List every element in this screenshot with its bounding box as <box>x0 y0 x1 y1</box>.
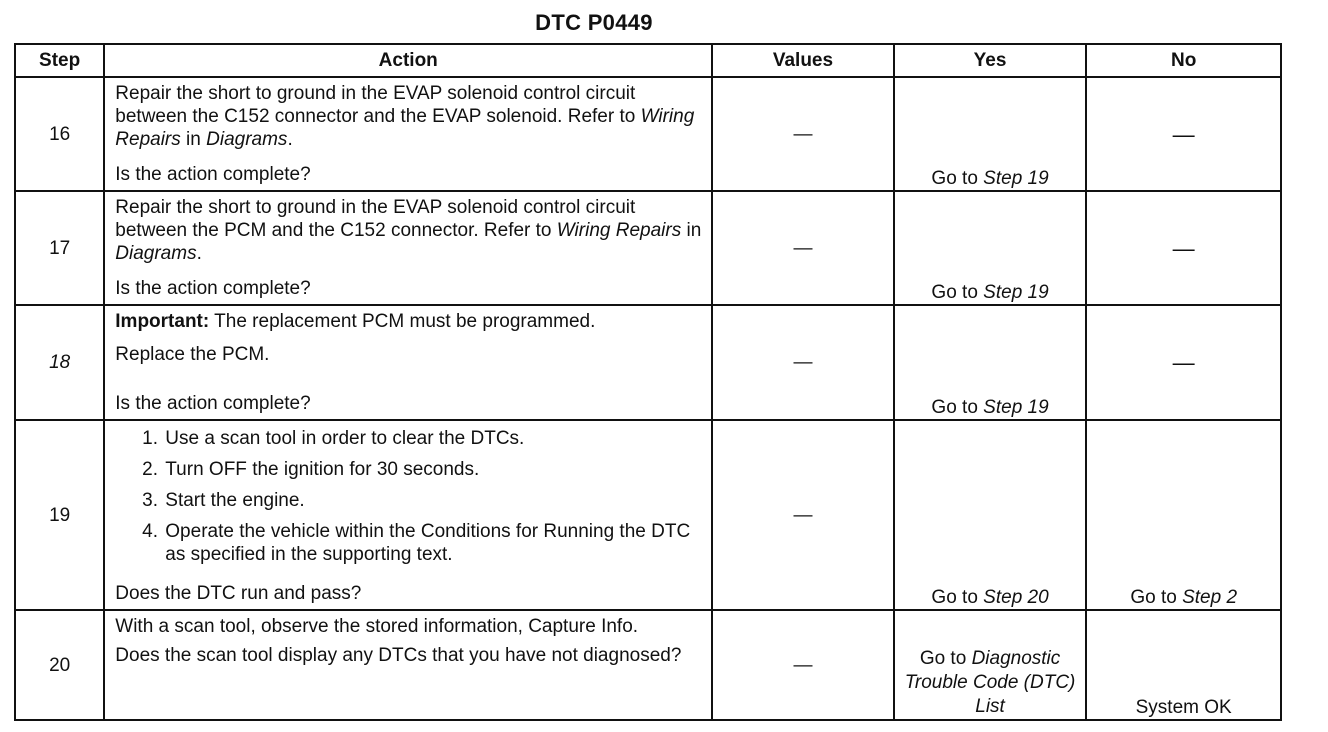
table-header-row <box>15 44 1281 77</box>
action-cell <box>104 610 712 720</box>
yes-cell: Go to Step 19 <box>894 191 1087 305</box>
values-cell: — <box>712 610 894 720</box>
step-reference: Step 20 <box>983 587 1049 608</box>
yes-cell: Go to Step 19 <box>894 305 1087 420</box>
action-steps-list <box>115 427 705 570</box>
reference-link: Wiring Repairs <box>115 106 695 150</box>
table-row <box>15 305 1281 420</box>
no-cell: — <box>1086 305 1281 420</box>
reference-link: Wiring Repairs <box>556 220 682 241</box>
header-yes: Yes <box>894 44 1087 77</box>
page-title: DTC P0449 <box>535 10 653 35</box>
values-cell: — <box>712 77 894 191</box>
table-row <box>15 191 1281 305</box>
header-values: Values <box>712 44 894 77</box>
table-row <box>15 77 1281 191</box>
no-cell: System OK <box>1086 610 1281 720</box>
action-text: Repair the short to ground in the EVAP solenoid control circuit between the PCM and the C152 connector. Refer to Wiring Repairs in Diagrams. <box>115 197 702 264</box>
action-question: Does the scan tool display any DTCs that you have not diagnosed? <box>115 645 682 666</box>
action-text: With a scan tool, observe the stored information, Capture Info. <box>115 616 639 637</box>
yes-cell: Go to Diagnostic Trouble Code (DTC) List <box>894 610 1087 720</box>
no-cell: — <box>1086 191 1281 305</box>
step-reference: Step 19 <box>983 282 1049 303</box>
action-cell <box>104 420 712 610</box>
reference-link: Diagrams <box>115 243 197 264</box>
table-row <box>15 420 1281 610</box>
step-reference: Diagnostic Trouble Code (DTC) List <box>904 648 1076 717</box>
action-text: Repair the short to ground in the EVAP solenoid control circuit between the C152 connector and the EVAP solenoid. Refer to Wiring Repairs in Diagrams. <box>115 83 695 150</box>
reference-link: Diagrams <box>206 129 288 150</box>
yes-cell: Go to Step 20 <box>894 420 1087 610</box>
yes-cell: Go to Step 19 <box>894 77 1087 191</box>
action-cell <box>104 77 712 191</box>
action-question: Is the action complete? <box>115 393 311 414</box>
header-action: Action <box>104 44 712 77</box>
values-cell: — <box>712 420 894 610</box>
action-question: Is the action complete? <box>115 278 311 299</box>
action-cell <box>104 305 712 420</box>
values-cell: — <box>712 305 894 420</box>
important-note: Important: The replacement PCM must be programmed. <box>115 311 596 332</box>
action-question: Is the action complete? <box>115 164 311 185</box>
step-reference: Step 19 <box>983 397 1049 418</box>
list-item: 3. Start the engine. <box>163 489 705 512</box>
important-label: Important: <box>115 311 210 332</box>
header-no: No <box>1086 44 1281 77</box>
no-cell: Go to Step 2 <box>1086 420 1281 610</box>
step-reference: Step 19 <box>983 168 1049 189</box>
table-row <box>15 610 1281 720</box>
list-item: 1. Use a scan tool in order to clear the DTCs. <box>163 427 705 450</box>
values-cell: — <box>712 191 894 305</box>
step-number: 18 <box>15 305 104 420</box>
step-number: 19 <box>15 420 104 610</box>
step-reference: Step 2 <box>1182 587 1238 608</box>
list-item: 2. Turn OFF the ignition for 30 seconds. <box>163 458 705 481</box>
action-text: Replace the PCM. <box>115 344 270 365</box>
action-question: Does the DTC run and pass? <box>115 583 362 604</box>
list-item: 4. Operate the vehicle within the Conditions for Running the DTC as specified in the supporting text. <box>163 520 705 566</box>
header-step: Step <box>15 44 104 77</box>
step-number: 16 <box>15 77 104 191</box>
step-number: 17 <box>15 191 104 305</box>
no-cell: — <box>1086 77 1281 191</box>
action-cell <box>104 191 712 305</box>
step-number: 20 <box>15 610 104 720</box>
diagnostic-table <box>14 43 1282 721</box>
